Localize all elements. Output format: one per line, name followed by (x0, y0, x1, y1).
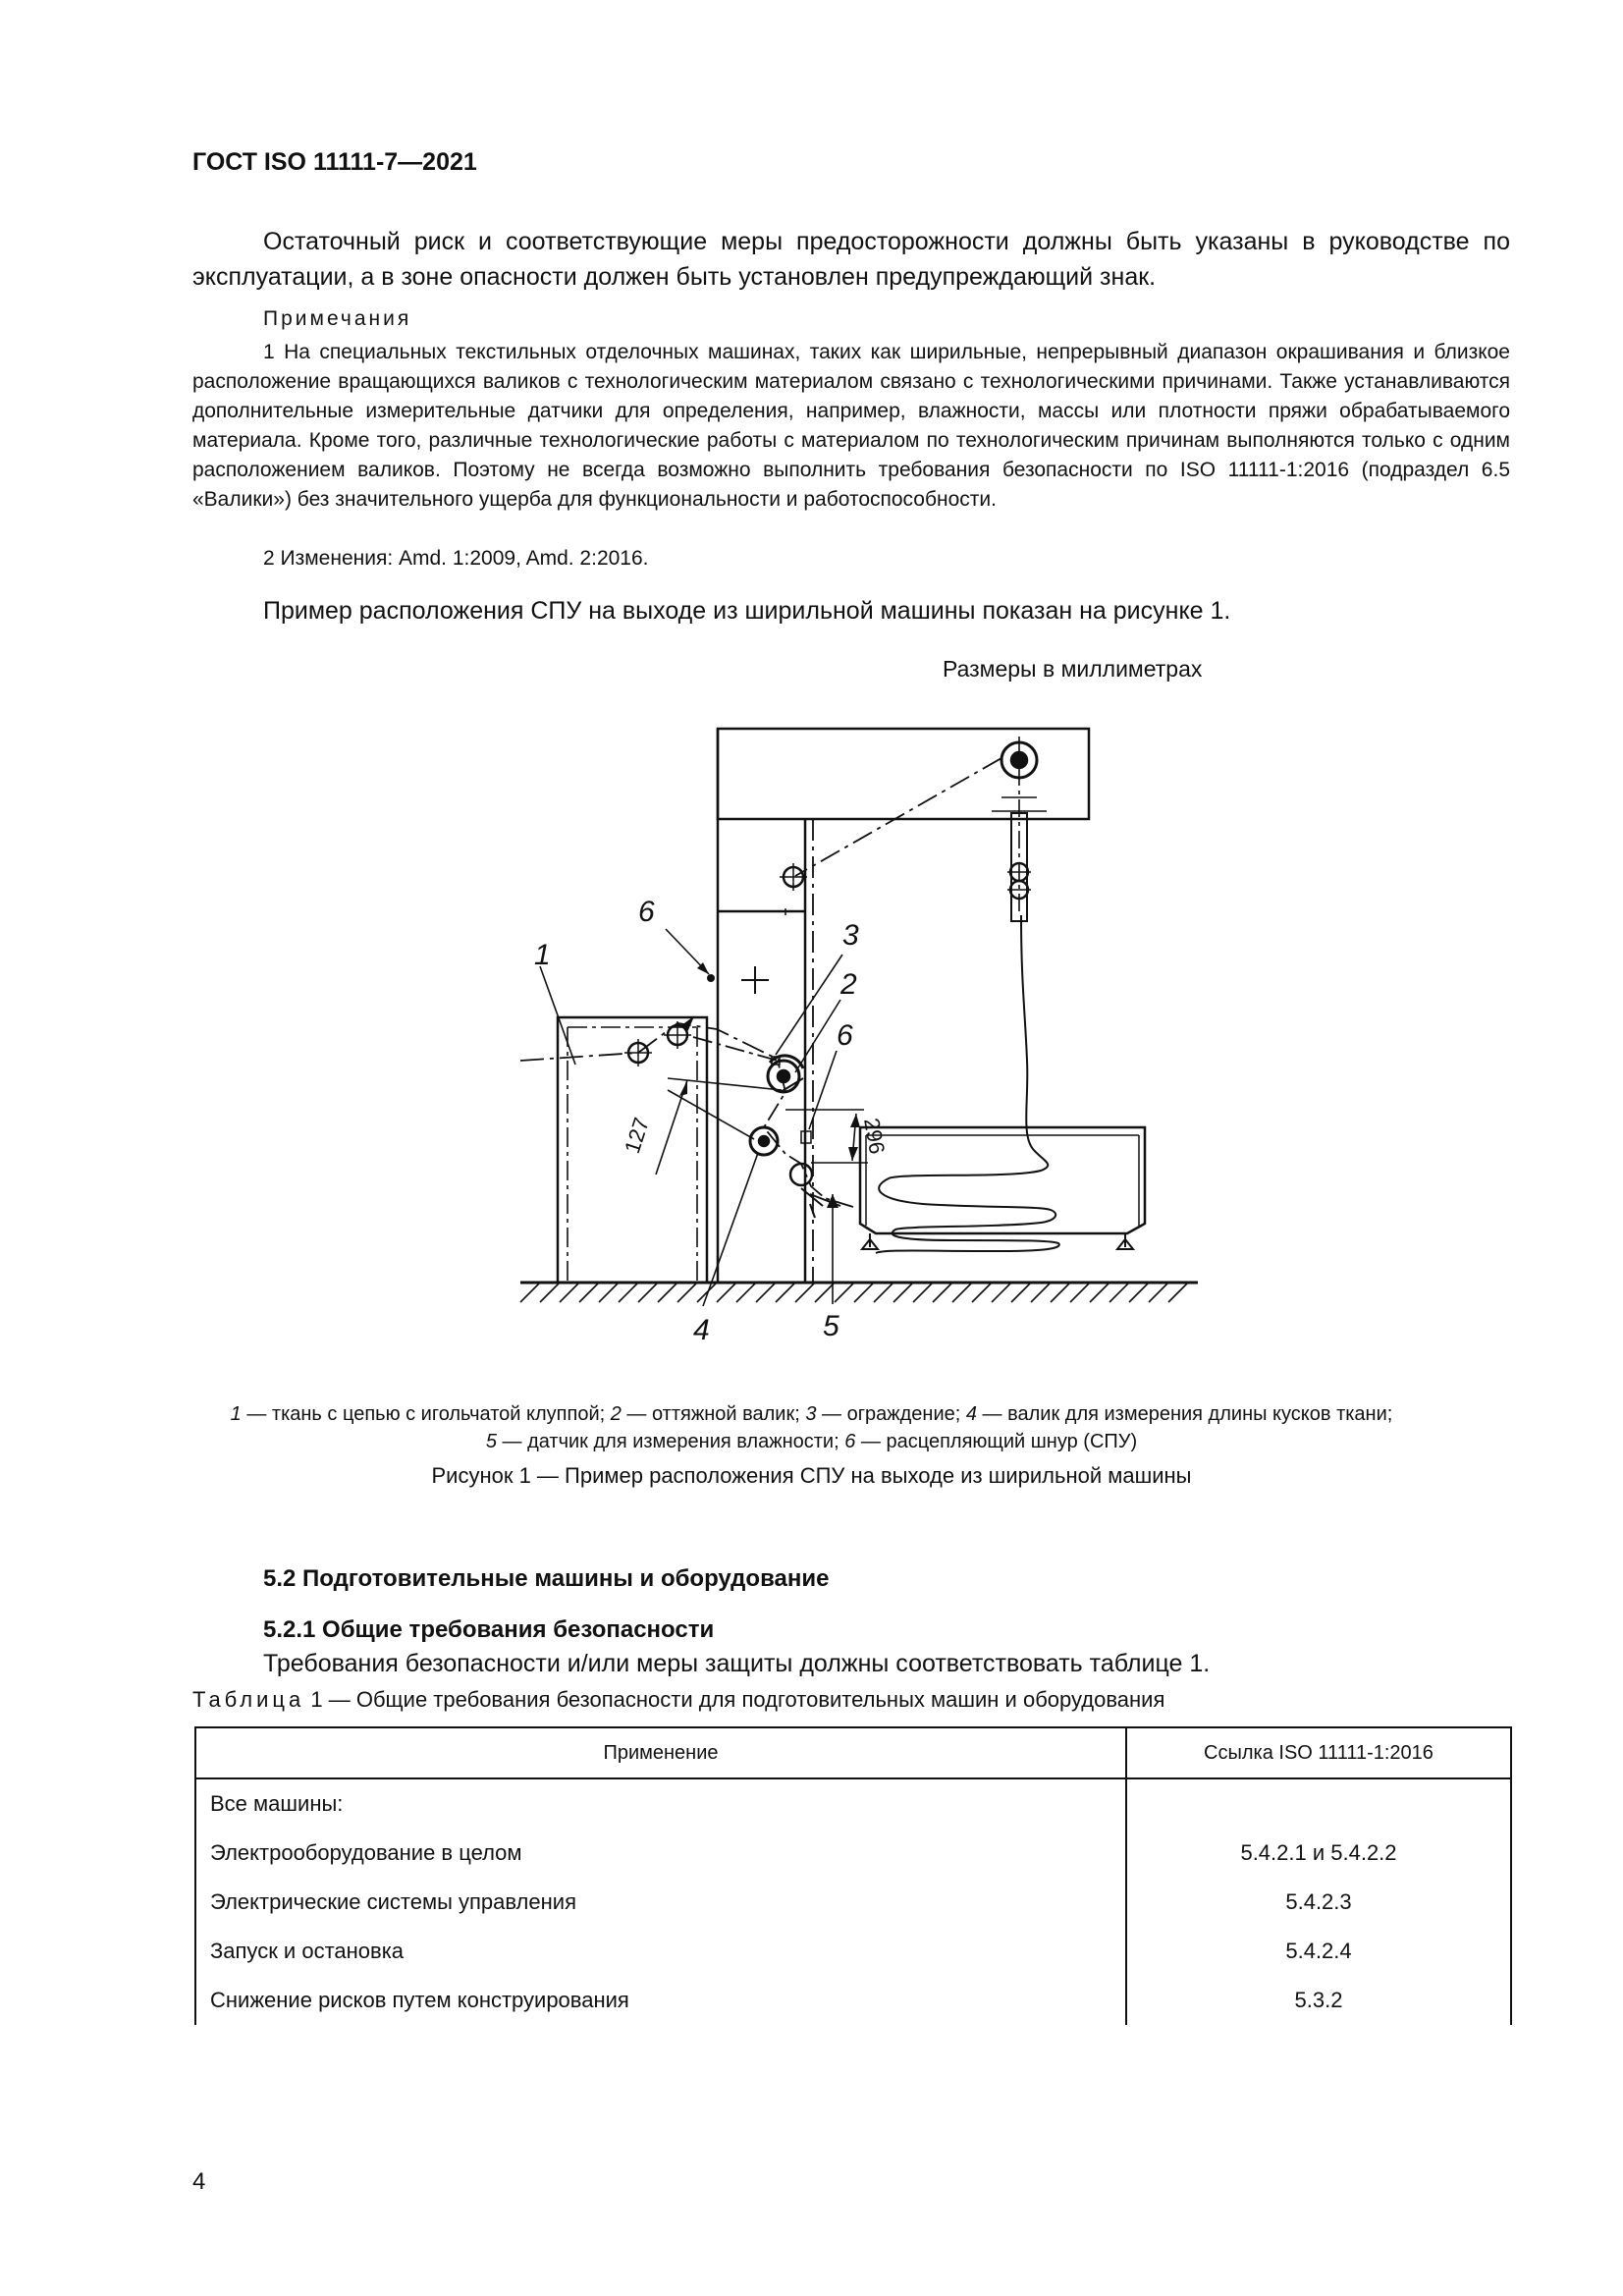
cell-reference: 5.3.2 (1126, 1976, 1511, 2025)
legend-text-3: — ограждение; (816, 1403, 966, 1425)
dimension-296: 296 (859, 1116, 891, 1157)
table-row (195, 1927, 1511, 1976)
table-row (195, 1778, 1511, 1829)
callout-3: 3 (842, 919, 859, 952)
legend-num-3: 3 (805, 1403, 817, 1425)
section-5-2-1-heading: 5.2.1 Общие требования безопасности (263, 1616, 715, 1643)
box-wheel-left (862, 1233, 878, 1249)
document-header: ГОСТ ISO 11111-7—2021 (192, 148, 477, 176)
callout-1: 1 (534, 939, 551, 971)
table-row (195, 1976, 1511, 2025)
page-number: 4 (192, 2168, 206, 2195)
legend-line-1 (147, 1400, 1476, 1428)
cell-application: Электрооборудование в целом (195, 1829, 1126, 1878)
paragraph-residual-risk: Остаточный риск и соответствующие меры предосторожности должны быть указаны в руководстве по эксплуатации, а в зоне опасности должен быть установлен предупреждающий знак. (192, 228, 1510, 291)
figure-legend (147, 1400, 1476, 1455)
table-row (195, 1829, 1511, 1878)
legend-num-1: 1 (230, 1403, 242, 1425)
callout-5: 5 (823, 1310, 839, 1342)
cell-application: Все машины: (195, 1778, 1126, 1829)
table-title-rest: 1 — Общие требования безопасности для подготовительных машин и оборудования (304, 1687, 1165, 1712)
header-application: Применение (195, 1727, 1126, 1778)
table-title-prefix: Таблица (192, 1687, 305, 1712)
fabric-path-top (795, 758, 1001, 876)
paragraph-table-ref: Требования безопасности и/или меры защиты должны соответствовать таблице 1. (263, 1650, 1211, 1677)
legend-text-5: — датчик для измерения влажности; (496, 1431, 845, 1452)
legend-text-4: — валик для измерения длины кусков ткани; (976, 1403, 1393, 1425)
callout-6-top: 6 (638, 896, 655, 928)
figure-tenter-machine-drawing (491, 687, 1217, 1375)
legend-line-2 (147, 1428, 1476, 1455)
table-header-row (195, 1727, 1511, 1778)
callout-6-lower: 6 (837, 1019, 853, 1052)
legend-num-2: 2 (610, 1403, 622, 1425)
table-title (192, 1687, 1164, 1713)
top-frame (718, 729, 1089, 819)
figure-caption: Рисунок 1 — Пример расположения СПУ на выходе из ширильной машины (431, 1463, 1192, 1488)
floor-hatching (520, 1283, 1188, 1302)
dimension-127: 127 (619, 1114, 655, 1157)
box-wheel-right (1117, 1233, 1133, 1249)
legend-text-6: — расцепляющий шнур (СПУ) (855, 1431, 1138, 1452)
fabric-folds (876, 915, 1059, 1253)
legend-num-5: 5 (485, 1431, 497, 1452)
section-5-2-heading: 5.2 Подготовительные машины и оборудование (263, 1565, 830, 1592)
collection-box (860, 1127, 1145, 1233)
cell-reference: 5.4.2.3 (1126, 1878, 1511, 1927)
callout-4: 4 (693, 1314, 710, 1346)
note-2: 2 Изменения: Amd. 1:2009, Amd. 2:2016. (263, 547, 649, 570)
cell-application: Запуск и остановка (195, 1927, 1126, 1976)
note-1: 1 На специальных текстильных отделочных машинах, таких как ширильные, непрерывный диапазон окрашивания и близкое расположение вращающихся валиков с технологическим материалом связано с технологическими причинами. Также устанавливаются дополнительные измерительные датчики для определения, например, влажности, массы или плотности пряжи обрабатываемого материала. Кроме того, различные технологические работы с материалом по технологическим причинам выполняются только с одним расположением валиков. Поэтому не всегда возможно выполнить требования безопасности по ISO 11111-1:2016 (подраздел 6.5 «Валики») без значительного ущерба для функциональности и работоспособности. (192, 341, 1510, 511)
notes-title: Примечания (263, 307, 412, 330)
cell-application: Снижение рисков путем конструирования (195, 1976, 1126, 2025)
cell-reference: 5.4.2.1 и 5.4.2.2 (1126, 1829, 1511, 1878)
cell-reference (1126, 1778, 1511, 1829)
header-reference: Ссылка ISO 11111-1:2016 (1126, 1727, 1511, 1778)
legend-num-4: 4 (965, 1403, 977, 1425)
legend-text-1: — ткань с цепью с игольчатой клуппой; (241, 1403, 611, 1425)
legend-text-2: — оттяжной валик; (621, 1403, 806, 1425)
paragraph-figure-ref: Пример расположения СПУ на выходе из ширильной машины показан на рисунке 1. (263, 597, 1231, 625)
dimensions-note: Размеры в миллиметрах (943, 656, 1203, 682)
callout-2: 2 (840, 968, 857, 1001)
legend-num-6: 6 (844, 1431, 856, 1452)
table-row (195, 1878, 1511, 1927)
cell-application: Электрические системы управления (195, 1878, 1126, 1927)
fabric-path-left (520, 1023, 781, 1061)
safety-requirements-table (194, 1726, 1512, 2025)
cell-reference: 5.4.2.4 (1126, 1927, 1511, 1976)
